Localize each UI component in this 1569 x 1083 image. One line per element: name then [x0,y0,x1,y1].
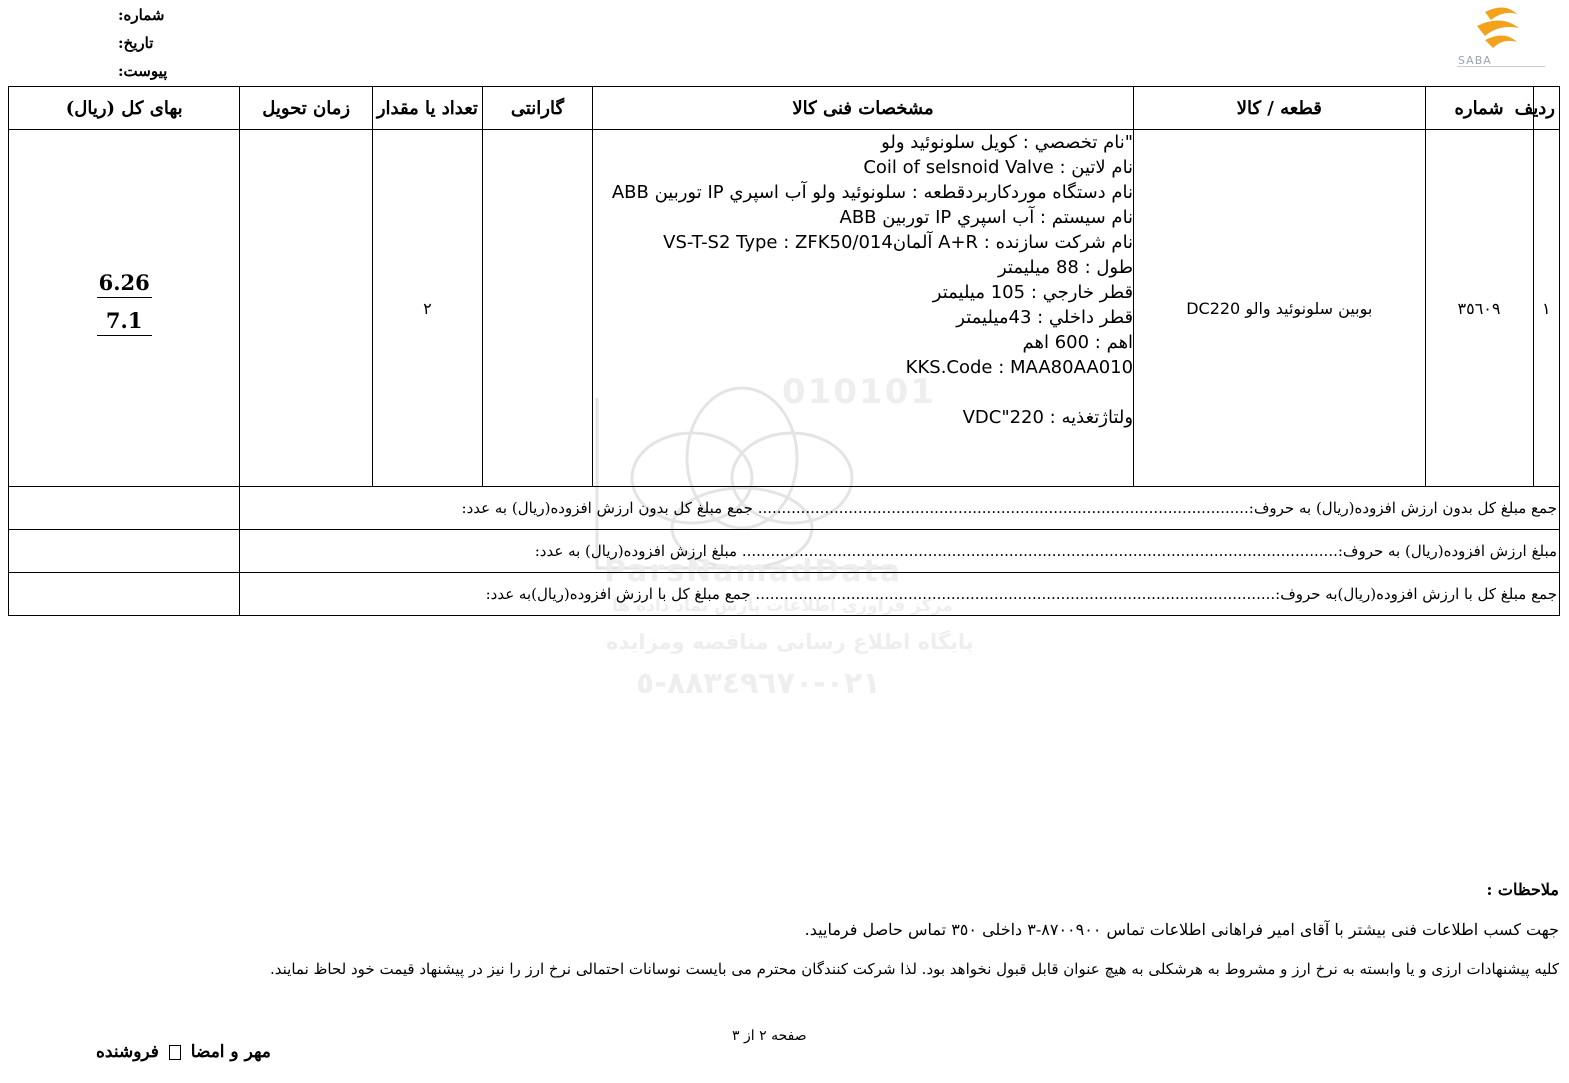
header-number: شماره [1425,87,1533,130]
sum-value-cell [9,530,240,573]
spec-line: نام لاتين : Coil of selsnoid Valve [863,157,1134,178]
sum-value-cell [9,573,240,616]
sum-row-vat [9,530,1560,573]
header-row-number: ردیف [1533,87,1559,130]
number-field-label: شماره: [118,6,165,24]
logo-text: SABA [1458,54,1492,67]
sum-cell [240,487,1560,530]
sum-value-cell [9,487,240,530]
date-field-label: تاریخ: [118,34,154,52]
attachment-field-label: پیوست: [118,62,168,80]
header-specs: مشخصات فنی کالا [592,87,1133,130]
watermark-brand: ParsNamadData [604,554,903,589]
spec-line: اهم : 600 اهم [1022,332,1134,353]
cell-quantity: ٢ [372,130,482,487]
spec-gap [593,380,1133,405]
watermark-phone: ٠٢١-٨٨٣٤٩٦٧٠-٥ [636,666,881,701]
spec-line: نام دستگاه موردکاربردقطعه : سلونوئيد ولو آب اسپري IP توربين ABB [611,182,1134,203]
sum-words-label: جمع مبلغ کل بدون ارزش افزوده(ریال) به حروف:....................................................................................................... [757,499,1557,517]
sum-words-label: مبلغ ارزش افزوده(ریال) به حروف:............................................................................................................................. [741,542,1557,560]
header-item: قطعه / کالا [1134,87,1425,130]
sum-cell [240,573,1560,616]
signature-label-seller: فروشنده [96,1042,159,1062]
header-quantity: تعداد یا مقدار [372,87,482,130]
sum-line [240,542,1559,560]
cell-number: ٣٥٦٠٩ [1425,130,1533,487]
spec-line: نام سيستم : آب اسپري IP توربين ABB [839,207,1134,228]
spec-line: قطر داخلي : 43ميليمتر [956,307,1134,328]
checkbox-icon [169,1045,181,1060]
notes-line-2: کلیه پیشنهادات ارزی و یا وابسته به نرخ ارز و مشروط به هرشکلی به هیچ عنوان قابل قبول نخواهد بود. لذا شرکت کنندگان محترم می بایست نوسانات احتمالی نرخ ارز را نیز در پیشنهاد قیمت خود لحاظ نمایند. [270,960,1559,978]
watermark-line1: مرکز فراوری اطلاعات پارس نماد داده ها [612,596,953,616]
signature-label-seal: مهر و امضا [190,1042,271,1062]
signature-line [96,1042,271,1062]
spec-line: KKS.Code : MAA80AA010 [905,357,1134,378]
sum-digits-label: جمع مبلغ کل بدون ارزش افزوده(ریال) به عدد: [461,499,753,517]
sum-line [240,585,1559,603]
table-header-row [9,87,1560,130]
header-warranty: گارانتی [482,87,592,130]
sum-row-with-vat [9,573,1560,616]
sum-digits-label: مبلغ ارزش افزوده(ریال) به عدد: [534,542,738,560]
cell-specs [592,130,1133,487]
table-row [9,130,1560,487]
spec-line: قطر خارجي : 105 ميليمتر [932,282,1134,303]
cell-total-price [9,130,240,487]
header-total-price: بهای کل (ریال) [9,87,240,130]
price-value-bottom: 7.1 [97,308,152,336]
cell-row-number: ١ [1533,130,1559,487]
sum-cell [240,530,1560,573]
notes-title: ملاحظات : [1486,880,1559,899]
sum-words-label: جمع مبلغ کل با ارزش افزوده(ریال)به حروف:............................................................................................................. [755,585,1557,603]
cell-warranty [482,130,592,487]
watermark-line2: پایگاه اطلاع رسانی مناقصه ومزایده [606,630,974,654]
sum-line [240,499,1559,517]
watermark-digits: 010101 [782,372,936,412]
price-value-top: 6.26 [97,270,152,298]
header-delivery: زمان تحویل [240,87,372,130]
sum-digits-label: جمع مبلغ کل با ارزش افزوده(ریال)به عدد: [485,585,751,603]
spec-line: نام شرکت سازنده : A+R آلمانVS-T-S2 Type : ZFK50/014 [663,232,1134,253]
items-table [8,86,1560,616]
cell-delivery [240,130,372,487]
spec-line: ولتاژتغذيه : 220"VDC [962,407,1134,428]
page-number: صفحه ٢ از ٣ [732,1028,807,1044]
cell-item: بوبین سلونوئید والو DC220 [1134,130,1425,487]
spec-line: "نام تخصصي : کويل سلونوئيد ولو [881,132,1134,153]
spec-line: طول : 88 ميليمتر [997,257,1134,278]
notes-line-1: جهت کسب اطلاعات فنی بیشتر با آقای امیر فراهانی اطلاعات تماس ٨٧٠٠٩٠٠-٣ داخلی ٣٥٠ تماس حاصل فرمایید. [804,920,1559,939]
sum-row-without-vat [9,487,1560,530]
